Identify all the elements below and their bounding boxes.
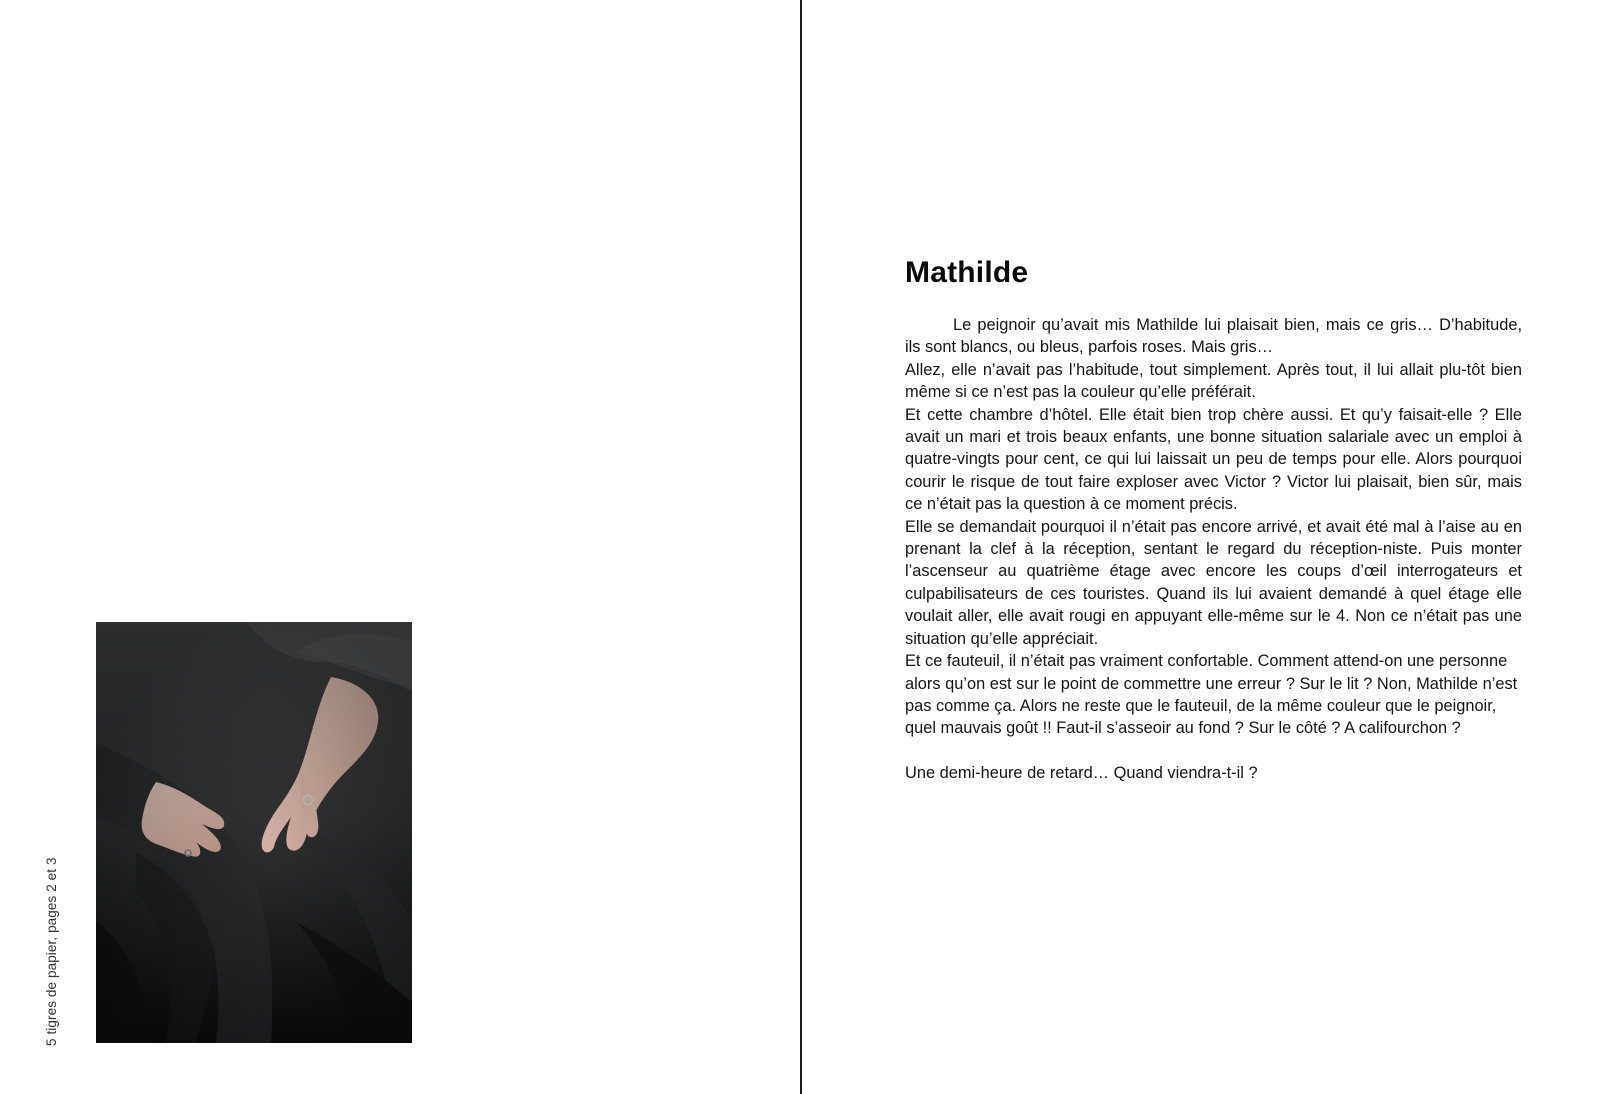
paragraph: Et ce fauteuil, il n’était pas vraiment confortable. Comment attend-on une personne alors qu’on est sur le point de commettre une erreur ? Sur le lit ? Non, Mathilde n’est pas comme ça. Alors ne reste que le fauteuil, de la même couleur que le peignoir, quel mauvais goût !! Faut-il s’asseoir au fond ? Sur le côté ? A califourchon ?: [905, 652, 1518, 738]
story-title: Mathilde: [905, 256, 1029, 289]
paragraph: Allez, elle n’avait pas l’habitude, tout simplement. Après tout, il lui allait plu-tôt bien même si ce n’est pas la couleur qu’elle préférait.: [905, 360, 1522, 402]
paragraph: Elle se demandait pourquoi il n’était pas encore arrivé, et avait été mal à l’aise au en prenant la clef à la réception, sentant le regard du réception-niste. Puis monter l’ascenseur au quatrième étage avec encore les coups d’œil interrogateurs et culpabilisateurs de ces touristes. Quand ils lui avaient demandé à quel étage elle voulait aller, elle avait rougi en appuyant elle-même sur le 4. Non ce n’était pas une situation qu’elle appréciait.: [905, 517, 1522, 648]
closing-line: Une demi-heure de retard… Quand viendra-t-il ?: [905, 764, 1258, 783]
story-body: [905, 314, 1522, 785]
right-page: [801, 0, 1600, 1094]
paragraph: Le peignoir qu’avait mis Mathilde lui plaisait bien, mais ce gris… D’habitude, ils sont blancs, ou bleus, parfois roses. Mais gris…: [905, 316, 1522, 357]
folio: 5 tigres de papier, pages 2 et 3: [44, 857, 59, 1046]
photo-hands-icon: [96, 622, 412, 1043]
paragraph: Et cette chambre d’hôtel. Elle était bien trop chère aussi. Et qu’y faisait-elle ? Elle avait un mari et trois beaux enfants, une bonne situation salariale avec un emploi à quatre-vingts pour cent, ce qui lui laissait un peu de temps pour elle. Alors pourquoi courir le risque de tout faire exploser avec Victor ? Victor lui plaisait, bien sûr, mais ce n’était pas la question à ce moment précis.: [905, 405, 1522, 514]
paragraph-spacer: [905, 740, 1522, 762]
